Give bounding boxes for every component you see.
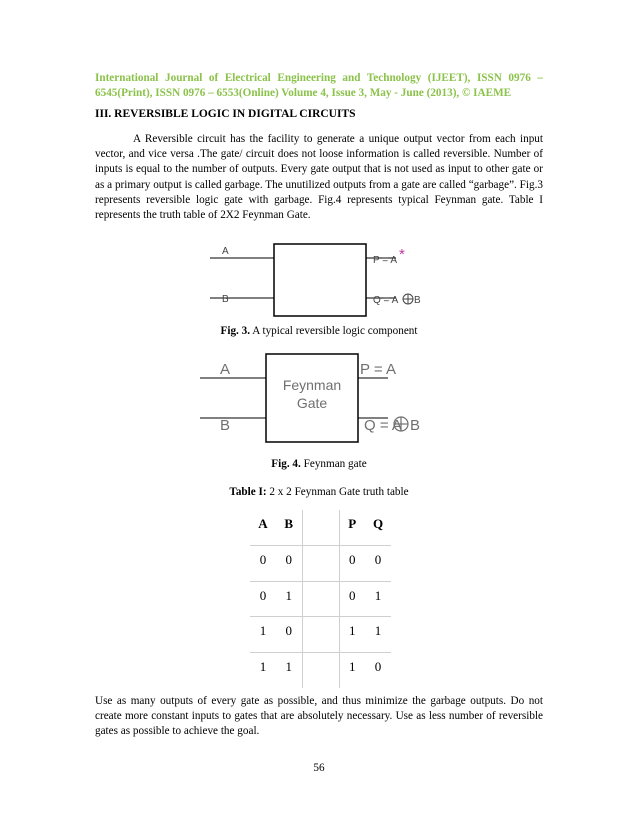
table-row [250, 546, 391, 582]
fig4-output-p-label: P = A [360, 361, 397, 378]
cell: 0 [339, 581, 365, 617]
truth-table [250, 510, 391, 688]
fig4-gate-name-line1: Feynman [282, 377, 342, 393]
cell: 1 [339, 652, 365, 688]
cell: 1 [276, 581, 302, 617]
cell: 0 [250, 546, 276, 582]
fig3-output-q-b-label: B [414, 295, 421, 306]
fig4-caption: Fig. 4. Feynman gate [271, 458, 367, 470]
cell: 1 [339, 617, 365, 653]
cell: 0 [276, 546, 302, 582]
cell: 0 [276, 617, 302, 653]
cell: 0 [365, 652, 391, 688]
cell: 1 [276, 652, 302, 688]
fig4-diagram [200, 352, 440, 444]
fig3-diagram [210, 240, 440, 320]
fig4-output-q-b-label: B [410, 417, 421, 434]
cell: 0 [250, 581, 276, 617]
cell: 1 [250, 617, 276, 653]
table-row [250, 581, 391, 617]
journal-header: International Journal of Electrical Engineering and Technology (IJEET), ISSN 0976 – 6545(Print), ISSN 0976 – 6553(Online) Volume 4, Issue 3, May - June (2013), © IAEME [95, 72, 543, 99]
fig4-output-q-label: Q = A [364, 417, 402, 434]
header-cell-b: B [284, 516, 294, 531]
header-cell-a: A [258, 516, 268, 531]
fig3-output-p-label: P = A [373, 255, 398, 266]
table-header-row [250, 510, 391, 546]
table-row [250, 617, 391, 653]
fig4-input-a-label: A [220, 361, 231, 378]
fig3-gate-box [274, 244, 366, 316]
cell: 1 [250, 652, 276, 688]
fig3-input-a-label: A [222, 246, 229, 257]
fig4-input-b-label: B [220, 417, 231, 434]
table-caption: Table I: 2 x 2 Feynman Gate truth table [229, 486, 409, 498]
paragraph-guidelines: Use as many outputs of every gate as possible, and thus minimize the garbage outputs. Do not create more constant inputs to gates that are absolutely necessary. Use as less number of reversible gates as possible to achieve the goal. [95, 695, 543, 738]
fig3-garbage-mark: * [399, 246, 405, 263]
fig3-output-q-label: Q = A [373, 295, 399, 306]
cell: 1 [365, 581, 391, 617]
paragraph-intro: A Reversible circuit has the facility to generate a unique output vector from each input vector, and vice versa .The gate/ circuit does not loose information is called reversible. Number of inputs is equal to the number of outputs. Every gate output that is not used as input to other gate or as a primary output is called garbage. The unutilized outputs from a gate are called “garbage”. Fig.3 represents reversible logic gate with garbage. Fig.4 represents typical Feynman gate. Table I represents the truth table of 2X2 Feynman Gate. [95, 133, 543, 222]
cell: 1 [365, 617, 391, 653]
cell: 0 [339, 546, 365, 582]
fig4-gate-name-line2: Gate [296, 395, 328, 411]
page-number: 56 [313, 762, 325, 774]
header-cell-p: P [348, 516, 357, 531]
fig3-caption: Fig. 3. A typical reversible logic component [220, 325, 418, 337]
table-row [250, 652, 391, 688]
fig3-input-b-label: B [222, 294, 229, 305]
header-cell-q: Q [372, 516, 384, 531]
cell: 0 [365, 546, 391, 582]
section-title: III. REVERSIBLE LOGIC IN DIGITAL CIRCUITS [95, 108, 356, 120]
